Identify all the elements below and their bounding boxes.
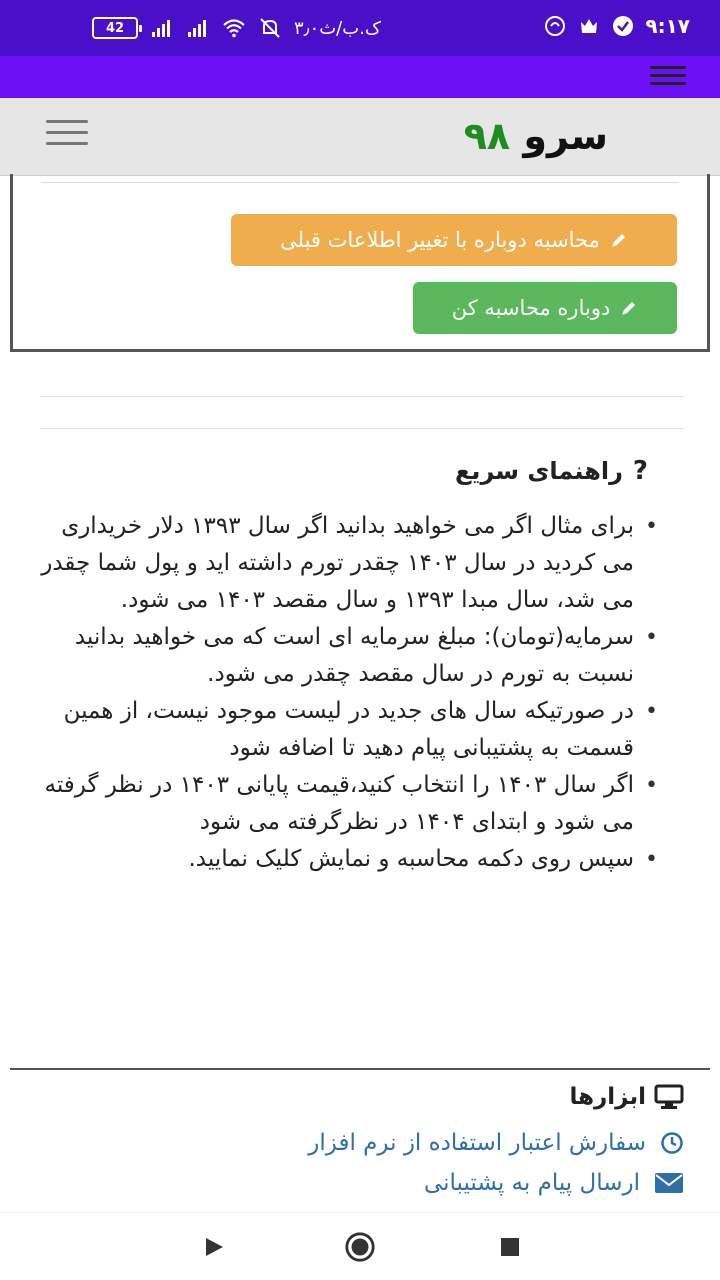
app-menu-icon[interactable] [650,66,686,90]
guide-item: • سپس روی دکمه محاسبه و نمایش کلیک نمایید. [40,841,634,878]
envelope-icon [654,1172,684,1194]
guide-item: • اگر سال ۱۴۰۳ را انتخاب کنید،قیمت پایانی ۱۴۰۳ در نظر گرفته می شود و ابتدای ۱۴۰۴ در نظرگرفته می شود [40,767,634,841]
guide-item: • برای مثال اگر می خواهید بدانید اگر سال ۱۳۹۳ دلار خریداری می کردید در سال ۱۴۰۳ چقدر تورم داشته اید و پول شما چقدر می شد، سال مبدا ۱۳۹۳ و سال مقصد ۱۴۰۳ می شود. [40,508,634,619]
back-triangle-icon [202,1235,226,1259]
monitor-icon [654,1084,684,1110]
order-credit-label: سفارش اعتبار استفاده از نرم افزار [308,1130,646,1156]
status-bar [0,0,720,56]
clock: ۹:۱۷ [645,14,690,38]
home-circle-icon [344,1230,376,1264]
site-logo[interactable] [464,114,608,158]
signal-icon [150,16,174,40]
recalc-change-label: محاسبه دوباره با تغییر اطلاعات قبلی [280,228,600,252]
contact-support-label: ارسال پیام به پشتیبانی [423,1170,640,1196]
recalc-button[interactable] [413,282,677,334]
battery-level: 42 [105,20,125,36]
section-divider [10,1068,710,1070]
home-button[interactable] [344,1231,376,1263]
guide-item: • سرمایه(تومان): مبلغ سرمایه ای است که می خواهید بدانید نسبت به تورم در سال مقصد چقدر می شود. [40,619,634,693]
result-box [10,174,710,352]
clock-icon [660,1131,684,1155]
logo-word-1: سرو [523,114,608,158]
site-menu-icon[interactable] [46,120,88,153]
separator-line [40,428,684,429]
crown-notification-icon [577,14,601,38]
box-divider [41,182,679,183]
mute-bell-icon [258,16,282,40]
recents-button[interactable] [494,1231,526,1263]
recalc-change-button[interactable] [231,214,677,266]
back-button[interactable] [198,1231,230,1263]
tools-title-text: ابزارها [569,1084,646,1110]
recents-square-icon [499,1236,521,1258]
status-left [92,16,381,40]
wifi-icon [222,16,246,40]
recalc-label: دوباره محاسبه کن [451,296,611,320]
signal-icon-2 [186,16,210,40]
logo-word-2: ۹۸ [463,114,511,158]
separator-line [40,396,684,397]
app-notification-icon [543,14,567,38]
status-right [543,14,690,38]
app-bar [0,56,720,98]
guide-list [40,508,634,878]
contact-support-link[interactable] [424,1170,684,1196]
system-nav-bar [0,1212,720,1280]
question-icon: ? [632,456,648,486]
battery-icon [92,17,138,39]
guide-item: • در صورتیکه سال های جدید در لیست موجود نیست، از همین قسمت به پشتیبانی پیام دهید تا اضافه شود [40,693,634,767]
order-credit-link[interactable] [308,1130,684,1156]
pencil-icon [620,299,638,317]
network-speed: ۳٫۰ک.ب/ث [294,17,381,39]
guide-title-text: راهنمای سریع [455,457,623,485]
shield-notification-icon [611,14,635,38]
pencil-icon [610,231,628,249]
guide-title [455,456,648,486]
tools-title [569,1084,684,1110]
site-header [0,98,720,176]
